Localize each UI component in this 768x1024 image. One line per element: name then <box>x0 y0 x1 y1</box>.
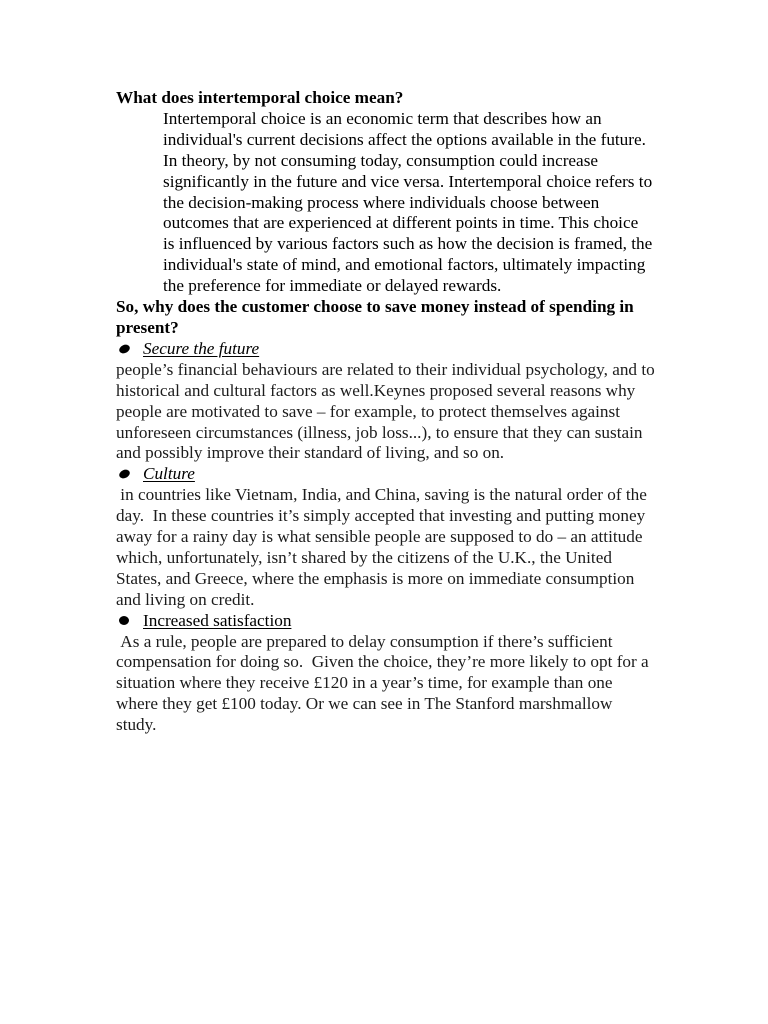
bullet-body-increased-satisfaction: As a rule, people are prepared to delay consumption if there’s sufficient compensation for doing so. Given the choice, they’re more likely to opt for a situation where they receive £120 in a year’s time, for example than one where they get £100 today. Or we can see in The Stanford marshmallow study. <box>116 631 653 735</box>
bullet-item-secure-the-future <box>116 339 656 360</box>
bullet-body-culture: in countries like Vietnam, India, and China, saving is the natural order of the day. In these countries it’s simply accepted that investing and putting money away for a rainy day is what sensible people are supposed to do – an attitude which, unfortunately, isn’t shared by the citizens of the U.K., the United States, and Greece, where the emphasis is more on immediate consumption and living on credit. <box>116 485 652 609</box>
document-page <box>116 88 656 736</box>
intertemporal-choice-definition: Intertemporal choice is an economic term that describes how an individual's current decisions affect the options available in the future. In theory, by not consuming today, consumption could increase significantly in the future and vice versa. Intertemporal choice refers to the decision-making process where individuals choose between outcomes that are experienced at different points in time. This choice is influenced by various factors such as how the decision is framed, the individual's state of mind, and emotional factors, ultimately impacting the preference for immediate or delayed rewards. <box>163 108 653 296</box>
bullet-label: Culture <box>143 464 195 484</box>
bullet-icon <box>116 611 143 632</box>
bullet-label: Increased satisfaction <box>143 610 292 630</box>
section-heading-intertemporal-choice: What does intertemporal choice mean? <box>116 88 404 107</box>
bullet-item-culture <box>116 464 656 485</box>
bullet-body-secure-the-future: people’s financial behaviours are related to their individual psychology, and to historical and cultural factors as well.Keynes proposed several reasons why people are motivated to save – for example, to protect themselves against unforeseen circumstances (illness, job loss...), to ensure that they can sustain and possibly improve their standard of living, and so on. <box>116 359 655 463</box>
section-heading-why-save: So, why does the customer choose to save money instead of spending in present? <box>116 297 634 337</box>
bullet-item-increased-satisfaction <box>116 611 656 632</box>
bullet-icon <box>116 339 143 360</box>
bullet-icon <box>116 464 143 485</box>
bullet-label: Secure the future <box>143 338 260 358</box>
